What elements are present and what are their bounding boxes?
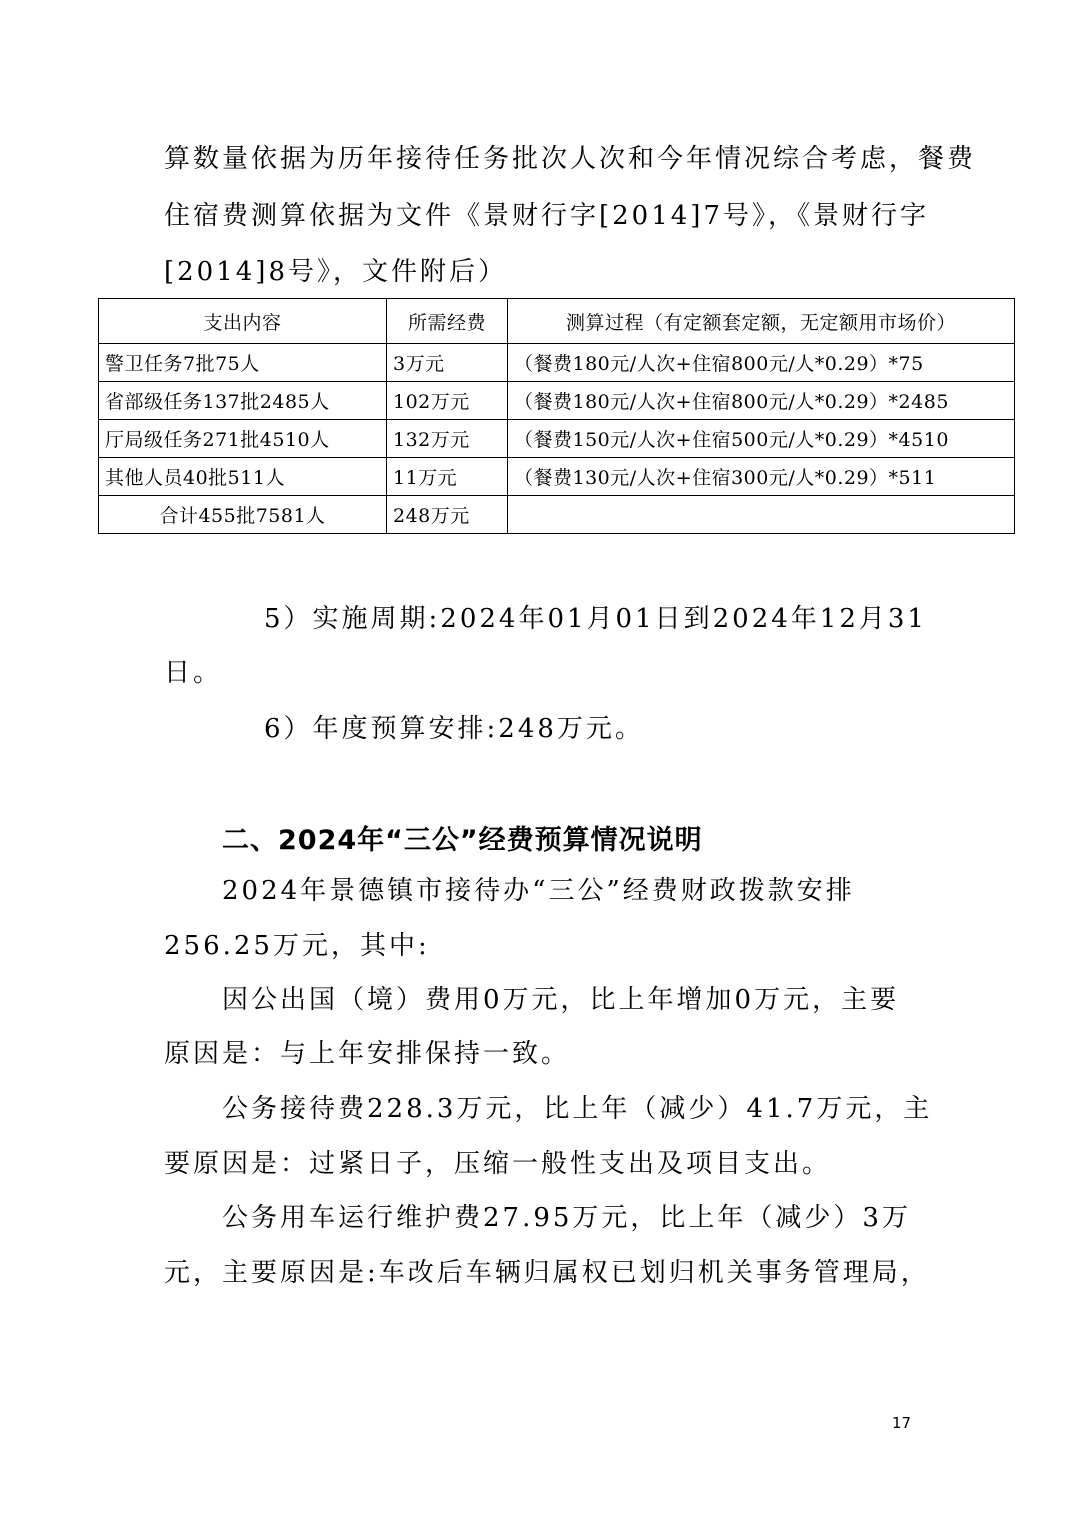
cell-calculation: （餐费150元/人次+住宿500元/人*0.29）*4510	[508, 420, 1015, 458]
item-6: 6）年度预算安排:248万元。	[264, 714, 644, 744]
cell-cost: 3万元	[387, 344, 508, 382]
paragraph-3-line-2: 要原因是：过紧日子，压缩一般性支出及项目支出。	[164, 1149, 832, 1179]
cell-calculation: （餐费130元/人次+住宿300元/人*0.29）*511	[508, 458, 1015, 496]
section-heading: 二、2024年“三公”经费预算情况说明	[222, 825, 703, 856]
item-5-line-2: 日。	[164, 658, 223, 688]
paragraph-4-line-1: 公务用车运行维护费27.95万元，比上年（减少）3万	[222, 1203, 911, 1233]
intro-line-1: 算数量依据为历年接待任务批次人次和今年情况综合考虑，餐费	[164, 144, 977, 174]
paragraph-1-line-2: 256.25万元，其中:	[164, 931, 430, 961]
table-total-row	[99, 496, 1015, 534]
paragraph-1-line-1: 2024年景德镇市接待办“三公”经费财政拨款安排	[222, 876, 855, 906]
page-number: 17	[892, 1414, 912, 1432]
cell-content: 警卫任务7批75人	[99, 344, 387, 382]
intro-line-2: 住宿费测算依据为文件《景财行字[2014]7号》，《景财行字	[164, 201, 929, 231]
table-row	[99, 344, 1015, 382]
cell-content: 合计455批7581人	[99, 496, 387, 534]
table-row	[99, 458, 1015, 496]
cell-content: 其他人员40批511人	[99, 458, 387, 496]
paragraph-3-line-1: 公务接待费228.3万元，比上年（减少）41.7万元，主	[222, 1094, 933, 1124]
intro-line-3: [2014]8号》，文件附后）	[164, 257, 507, 287]
cell-content: 厅局级任务271批4510人	[99, 420, 387, 458]
cell-calculation	[508, 496, 1015, 534]
paragraph-2-line-2: 原因是：与上年安排保持一致。	[164, 1039, 571, 1069]
budget-table	[98, 298, 1015, 534]
item-5-line-1: 5）实施周期:2024年01月01日到2024年12月31	[264, 604, 927, 634]
cell-calculation: （餐费180元/人次+住宿800元/人*0.29）*2485	[508, 382, 1015, 420]
cell-content: 省部级任务137批2485人	[99, 382, 387, 420]
header-cost: 所需经费	[387, 299, 508, 344]
cell-cost: 248万元	[387, 496, 508, 534]
table-header-row	[99, 299, 1015, 344]
cell-calculation: （餐费180元/人次+住宿800元/人*0.29）*75	[508, 344, 1015, 382]
table-row	[99, 420, 1015, 458]
cell-cost: 11万元	[387, 458, 508, 496]
paragraph-4-line-2: 元，主要原因是:车改后车辆归属权已划归机关事务管理局，	[164, 1258, 930, 1288]
header-calculation: 测算过程（有定额套定额，无定额用市场价）	[508, 299, 1015, 344]
table-row	[99, 382, 1015, 420]
paragraph-2-line-1: 因公出国（境）费用0万元，比上年增加0万元，主要	[222, 985, 900, 1015]
cell-cost: 102万元	[387, 382, 508, 420]
cell-cost: 132万元	[387, 420, 508, 458]
header-content: 支出内容	[99, 299, 387, 344]
